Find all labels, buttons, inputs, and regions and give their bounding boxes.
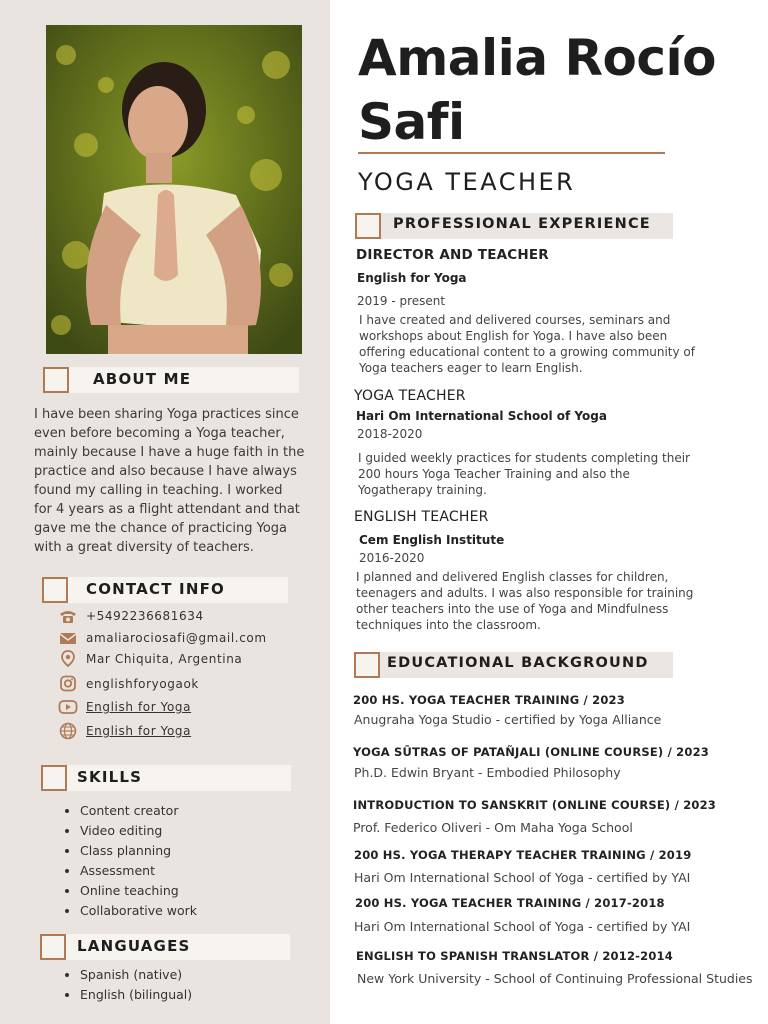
contact-email[interactable]	[58, 628, 267, 648]
skill-item: • Online teaching	[80, 881, 197, 901]
education-title: YOGA SŪTRAS OF PATAÑJALI (ONLINE COURSE) / 2023	[353, 745, 709, 759]
education-title: INTRODUCTION TO SANSKRIT (ONLINE COURSE) / 2023	[353, 798, 717, 812]
job-desc-line: workshops about English for Yoga. I have also been	[359, 329, 668, 343]
job-title: YOGA TEACHER	[354, 388, 466, 404]
globe-icon	[58, 722, 78, 740]
job-desc-line: I have created and delivered courses, seminars and	[359, 313, 671, 327]
job-org: Hari Om International School of Yoga	[356, 409, 607, 423]
job-desc-line: other teachers into the use of Yoga and Mindfulness	[356, 602, 669, 616]
education-detail: Hari Om International School of Yoga - certified by YAI	[354, 870, 691, 885]
skills-heading: SKILLS	[77, 768, 143, 786]
education-title: 200 HS. YOGA THERAPY TEACHER TRAINING / 2019	[354, 848, 692, 862]
experience-section-header	[355, 213, 673, 239]
section-marker-icon	[42, 577, 68, 603]
about-line: practice and also because I have always	[34, 464, 297, 479]
instagram-text: englishforyogaok	[86, 677, 199, 691]
skill-item: • Video editing	[80, 821, 197, 841]
job-dates: 2018-2020	[357, 427, 423, 441]
about-text	[34, 405, 314, 557]
location-text: Mar Chiquita, Argentina	[86, 652, 243, 666]
experience-heading: PROFESSIONAL EXPERIENCE	[393, 216, 651, 232]
education-heading: EDUCATIONAL BACKGROUND	[387, 655, 649, 671]
education-title: 200 HS. YOGA TEACHER TRAINING / 2017-2018	[355, 896, 665, 910]
contact-heading: CONTACT INFO	[86, 580, 225, 598]
job-title: DIRECTOR AND TEACHER	[356, 247, 549, 263]
job-dates: 2019 - present	[357, 294, 446, 308]
section-marker-icon	[41, 765, 67, 791]
languages-heading: LANGUAGES	[77, 937, 191, 955]
section-marker-icon	[40, 934, 66, 960]
job-title: ENGLISH TEACHER	[354, 509, 489, 525]
job-desc-line: teenagers and adults. I was also responsible for training	[356, 586, 694, 600]
about-line: found my calling in teaching. I worked	[34, 483, 283, 498]
youtube-icon	[58, 698, 78, 716]
languages-section-header	[40, 934, 290, 960]
contact-section-header	[42, 577, 288, 603]
email-icon	[58, 629, 78, 647]
job-description	[359, 312, 719, 376]
phone-icon	[58, 607, 78, 625]
language-item: • Spanish (native)	[80, 965, 192, 985]
profile-photo	[46, 25, 302, 354]
skill-item: • Content creator	[80, 801, 197, 821]
skills-list	[62, 801, 197, 921]
about-line: gave me the chance of practicing Yoga	[34, 521, 288, 536]
job-description	[358, 450, 718, 498]
job-org: Cem English Institute	[359, 533, 505, 547]
contact-phone[interactable]	[58, 606, 204, 626]
contact-instagram[interactable]	[58, 674, 199, 694]
section-marker-icon	[354, 652, 380, 678]
section-marker-icon	[355, 213, 381, 239]
about-line: for 4 years as a flight attendant and that	[34, 502, 300, 517]
education-detail: Hari Om International School of Yoga - certified by YAI	[354, 919, 691, 934]
education-detail: New York University - School of Continuing Professional Studies	[357, 971, 753, 986]
language-item: • English (bilingual)	[80, 985, 192, 1005]
job-description	[356, 569, 716, 633]
job-desc-line: offering educational content to a growing community of	[359, 345, 695, 359]
about-line: I have been sharing Yoga practices since	[34, 407, 299, 422]
job-desc-line: I guided weekly practices for students completing their	[358, 451, 690, 465]
person-name: Amalia Rocío Safi	[358, 29, 716, 151]
job-dates: 2016-2020	[359, 551, 425, 565]
education-detail: Ph.D. Edwin Bryant - Embodied Philosophy	[354, 765, 621, 780]
job-desc-line: Yoga teachers eager to learn English.	[359, 361, 583, 375]
job-desc-line: Yogatherapy training.	[358, 483, 487, 497]
profile-photo-illustration	[46, 25, 302, 354]
education-title: ENGLISH TO SPANISH TRANSLATOR / 2012-2014	[356, 949, 673, 963]
about-line: with a great diversity of teachers.	[34, 540, 254, 555]
job-role: YOGA TEACHER	[358, 168, 576, 196]
location-pin-icon	[58, 650, 78, 668]
job-desc-line: techniques into the classroom.	[356, 618, 541, 632]
skill-item: • Class planning	[80, 841, 197, 861]
job-org: English for Yoga	[357, 271, 467, 285]
about-heading: ABOUT ME	[93, 370, 192, 388]
instagram-icon	[58, 675, 78, 693]
youtube-link[interactable]: English for Yoga	[86, 700, 192, 714]
sidebar	[0, 0, 330, 1024]
section-marker-icon	[43, 367, 69, 393]
contact-website[interactable]	[58, 721, 191, 741]
skills-section-header	[41, 765, 291, 791]
education-detail: Anugraha Yoga Studio - certified by Yoga Alliance	[354, 712, 662, 727]
email-text: amaliarociosafi@gmail.com	[86, 631, 267, 645]
languages-list	[62, 965, 192, 1005]
name-underline	[358, 152, 665, 154]
job-desc-line: I planned and delivered English classes for children,	[356, 570, 669, 584]
skill-item: • Assessment	[80, 861, 197, 881]
phone-text: +5492236681634	[86, 609, 204, 623]
about-line: even before becoming a Yoga teacher,	[34, 426, 285, 441]
job-desc-line: 200 hours Yoga Teacher Training and also the	[358, 467, 630, 481]
about-line: mainly because I have a huge faith in the	[34, 445, 305, 460]
website-link[interactable]: English for Yoga	[86, 724, 192, 738]
contact-location	[58, 649, 242, 669]
about-section-header	[43, 367, 299, 393]
education-title: 200 HS. YOGA TEACHER TRAINING / 2023	[353, 693, 625, 707]
education-section-header	[354, 652, 673, 678]
skill-item: • Collaborative work	[80, 901, 197, 921]
contact-youtube[interactable]	[58, 697, 191, 717]
education-detail: Prof. Federico Oliveri - Om Maha Yoga School	[353, 820, 633, 835]
